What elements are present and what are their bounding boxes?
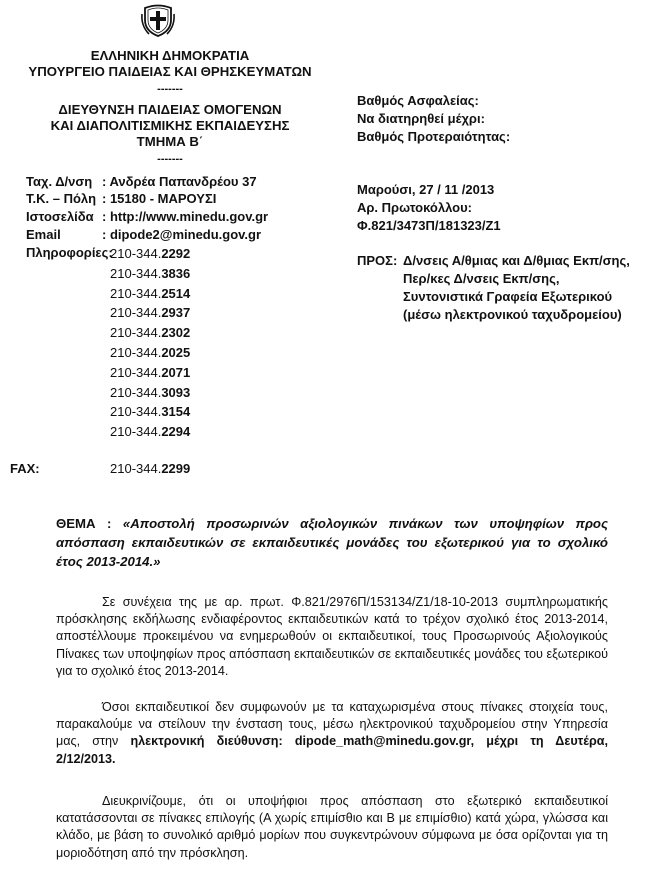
phone-number: 210-344.2294 [110, 424, 191, 440]
subject [56, 514, 608, 571]
keep-until-label: Να διατηρηθεί μέχρι: [357, 111, 485, 126]
priority-label: Βαθμός Προτεραιότητας: [357, 129, 511, 144]
phone-number: 210-344.3093 [110, 384, 191, 400]
body-paragraph-2: Όσοι εκπαιδευτικοί δεν συμφωνούν με τα καταχωρισμένα στους πίνακες στοιχεία τους, παρακαλούμε να στείλουν την ένσταση τους, μέσω ηλεκτρονικού ταχυδρομείου στην Υπηρεσία μας, στην ηλεκτρονική διεύθυνση: dipode_math@minedu.gov.gr, μέχρι τη Δευτέρα, 2/12/2013. [56, 700, 608, 766]
recipients-label: ΠΡΟΣ: [357, 253, 398, 268]
email-value: : dipode2@minedu.gov.gr [102, 227, 262, 242]
department-name: ΤΜΗΜΑ Β΄ [136, 134, 204, 149]
country-name: ΕΛΛΗΝΙΚΗ ΔΗΜΟΚΡΑΤΙΑ [90, 48, 250, 63]
place-date: Μαρούσι, 27 / 11 /2013 [357, 182, 495, 197]
address-label: Ταχ. Δ/νση [26, 174, 93, 189]
info-label: Πληροφορίες: [26, 245, 113, 260]
greek-coat-of-arms-emblem [140, 2, 176, 38]
phone-number: 210-344.2025 [110, 344, 191, 360]
ministry-name: ΥΠΟΥΡΓΕΙΟ ΠΑΙΔΕΙΑΣ ΚΑΙ ΘΡΗΣΚΕΥΜΑΤΩΝ [28, 64, 312, 79]
address-value: : Ανδρέα Παπανδρέου 37 [102, 174, 257, 189]
body-paragraph-3: Διευκρινίζουμε, ότι οι υποψήφιοι προς απόσπαση στο εξωτερικό εκπαιδευτικοί κατατάσσονται σε πίνακες επιλογής (Α χωρίς επιμίσθιο και Β με επιμίσθιο) κατά χώρα, γλώσσα και κλάδο, με βάση το συνολικό αριθμό μορίων που συγκεντρώνουν σύμφωνα με όσα ορίζονται για τη μοριοδότηση από την πρόσκληση. [56, 794, 608, 860]
recipient-line: Περ/κες Δ/νσεις Εκπ/σης, [403, 271, 560, 286]
phone-number: 210-344.3154 [110, 404, 191, 420]
directorate-line-1: ΔΙΕΥΘΥΝΣΗ ΠΑΙΔΕΙΑΣ ΟΜΟΓΕΝΩΝ [58, 102, 282, 117]
subject-text: «Αποστολή προσωρινών αξιολογικών πινάκων των υποψηφίων προς απόσπαση εκπαιδευτικών σε εκπαιδευτικές μονάδες του εξωτερικού για το σχολικό έτος 2013-2014.» [56, 516, 608, 569]
subject-label: ΘΕΜΑ : [56, 516, 112, 531]
security-level-label: Βαθμός Ασφαλείας: [357, 93, 479, 108]
fax-label: FAX: [10, 461, 40, 476]
phone-number: 210-344.2514 [110, 285, 191, 301]
protocol-number: Φ.821/3473Π/181323/Ζ1 [357, 218, 501, 233]
phone-list [110, 244, 190, 442]
recipient-line: Συντονιστικά Γραφεία Εξωτερικού [403, 289, 613, 304]
postal-value: : 15180 - ΜΑΡΟΥΣΙ [102, 191, 217, 206]
postal-label: Τ.Κ. – Πόλη [26, 191, 97, 206]
recipient-line: Δ/νσεις Α/θμιας και Δ/θμιας Εκπ/σης, [403, 253, 630, 268]
protocol-label: Αρ. Πρωτοκόλλου: [357, 200, 472, 215]
header-separator: ------- [157, 153, 183, 165]
objection-email-deadline: ηλεκτρονική διεύθυνση: dipode_math@minedu.gov.gr, μέχρι τη Δευτέρα, 2/12/2013. [56, 734, 608, 766]
phone-number: 210-344.2071 [110, 364, 191, 380]
fax-number: 210-344.2299 [110, 461, 191, 476]
email-label: Email [26, 227, 61, 242]
phone-number: 210-344.2292 [110, 246, 191, 261]
website-label: Ιστοσελίδα [26, 209, 94, 224]
header-separator: ------- [157, 83, 183, 95]
body-paragraph-1: Σε συνέχεια της με αρ. πρωτ. Φ.821/2976Π/153134/Ζ1/18-10-2013 συμπληρωματικής πρόσκλησης εκδήλωσης ενδιαφέροντος εκπαιδευτικών κατά το τρέχον σχολικό έτος 2013-2014, αποστέλλουμε προκειμένου να ενημερωθούν οι εκπαιδευτικοί, τους Προσωρινούς Αξιολογικούς Πίνακες των υποψηφίων προς απόσπαση εκπαιδευτικών σε εκπαιδευτικές μονάδες του εξωτερικού για το σχολικό έτος 2013-2014. [56, 595, 608, 678]
phone-number: 210-344.3836 [110, 265, 191, 281]
directorate-line-2: ΚΑΙ ΔΙΑΠΟΛΙΤΙΣΜΙΚΗΣ ΕΚΠΑΙΔΕΥΣΗΣ [50, 118, 290, 133]
recipient-line: (μέσω ηλεκτρονικού ταχυδρομείου) [403, 307, 622, 322]
website-value: : http://www.minedu.gov.gr [102, 209, 269, 224]
phone-number: 210-344.2937 [110, 305, 191, 321]
phone-number: 210-344.2302 [110, 325, 191, 341]
